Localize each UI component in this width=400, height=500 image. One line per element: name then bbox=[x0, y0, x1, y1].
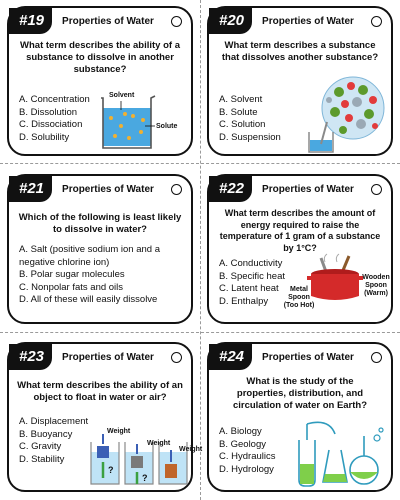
vertical-cut-line bbox=[200, 0, 201, 500]
wooden-spoon-label: Wooden Spoon (Warm) bbox=[362, 274, 390, 297]
card-title: Properties of Water bbox=[262, 15, 354, 27]
option-d: D. Suspension bbox=[219, 131, 281, 143]
question-text: Which of the following is least likely to dissolve in water? bbox=[18, 212, 182, 235]
card-header bbox=[9, 176, 191, 202]
beaker-icon bbox=[99, 92, 167, 150]
card-number: #22 bbox=[209, 176, 252, 202]
card-header bbox=[209, 8, 391, 34]
card-title: Properties of Water bbox=[262, 183, 354, 195]
card-header bbox=[209, 344, 391, 370]
card-header bbox=[9, 8, 191, 34]
option-b: B. Dissolution bbox=[19, 106, 78, 118]
punch-hole-icon bbox=[371, 352, 382, 363]
question-text: What term describes the ability of an object to float in water or air? bbox=[17, 380, 183, 403]
card-number: #19 bbox=[9, 8, 52, 34]
punch-hole-icon bbox=[171, 184, 182, 195]
question-text: What term describes a substance that dissolves another substance? bbox=[221, 40, 379, 63]
option-d: D. Hydrology bbox=[219, 463, 274, 475]
option-d: D. All of these will easily dissolve bbox=[19, 294, 158, 305]
option-a: A. Conductivity bbox=[219, 258, 283, 269]
punch-hole-icon bbox=[171, 16, 182, 27]
option-b: B. Specific heat bbox=[219, 270, 286, 282]
option-c: C. Latent heat bbox=[219, 283, 279, 294]
option-a: A. Concentration bbox=[19, 94, 90, 105]
weight-label: Weight bbox=[179, 446, 203, 453]
option-c: C. Dissociation bbox=[19, 119, 83, 130]
lab-glassware-icon bbox=[289, 420, 389, 490]
card-title: Properties of Water bbox=[62, 351, 154, 363]
option-d: D. Stability bbox=[19, 453, 65, 465]
answer-options bbox=[19, 416, 88, 466]
option-a: A. Solvent bbox=[219, 94, 263, 105]
card-title: Properties of Water bbox=[262, 351, 354, 363]
molecule-globe-icon bbox=[287, 74, 387, 156]
buoyancy-tanks-icon bbox=[87, 428, 189, 490]
task-card-21 bbox=[7, 174, 193, 324]
weight-label: Weight bbox=[107, 428, 131, 435]
option-c: C. Gravity bbox=[19, 441, 62, 452]
weight-label: Weight bbox=[147, 440, 171, 447]
question-mark-label: ? bbox=[142, 473, 148, 483]
punch-hole-icon bbox=[371, 184, 382, 195]
card-number: #24 bbox=[209, 344, 252, 370]
option-c: C. Solution bbox=[219, 119, 266, 130]
punch-hole-icon bbox=[171, 352, 182, 363]
question-text: What term describes the ability of a substance to dissolve in another substance? bbox=[20, 40, 180, 75]
option-b: B. Polar sugar molecules bbox=[19, 269, 125, 280]
solute-label: Solute bbox=[156, 123, 178, 130]
answer-options bbox=[219, 94, 281, 144]
option-a: A. Salt (positive sodium ion and a negative chlorine ion) bbox=[19, 244, 160, 268]
option-c: C. Nonpolar fats and oils bbox=[19, 281, 124, 293]
solvent-label: Solvent bbox=[109, 92, 135, 99]
answer-options bbox=[19, 94, 90, 144]
card-number: #21 bbox=[9, 176, 52, 202]
option-d: D. Solubility bbox=[19, 131, 70, 143]
task-card-24 bbox=[207, 342, 393, 492]
horizontal-cut-line bbox=[0, 332, 400, 333]
task-card-20 bbox=[207, 6, 393, 156]
punch-hole-icon bbox=[371, 16, 382, 27]
card-number: #20 bbox=[209, 8, 252, 34]
question-text: What is the study of the properties, distribution, and circulation of water on Earth? bbox=[232, 376, 368, 411]
option-b: B. Buoyancy bbox=[19, 428, 73, 440]
option-b: B. Geology bbox=[219, 438, 266, 450]
card-number: #23 bbox=[9, 344, 52, 370]
task-card-19 bbox=[7, 6, 193, 156]
answer-options bbox=[219, 258, 285, 308]
card-title: Properties of Water bbox=[62, 15, 154, 27]
option-a: A. Displacement bbox=[19, 416, 89, 427]
task-card-22 bbox=[207, 174, 393, 324]
answer-options bbox=[19, 244, 183, 307]
answer-options bbox=[219, 426, 276, 476]
metal-spoon-label: Metal Spoon (Too Hot) bbox=[283, 286, 315, 309]
card-header bbox=[209, 176, 391, 202]
question-mark-label: ? bbox=[108, 465, 114, 475]
card-title: Properties of Water bbox=[62, 183, 154, 195]
option-a: A. Biology bbox=[219, 426, 262, 437]
option-d: D. Enthalpy bbox=[219, 295, 269, 307]
option-c: C. Hydraulics bbox=[219, 451, 276, 462]
option-b: B. Solute bbox=[219, 106, 258, 118]
horizontal-cut-line bbox=[0, 163, 400, 164]
question-text: What term describes the amount of energy required to raise the temperature of 1 gram of a substance by 1°C? bbox=[219, 208, 381, 253]
task-card-23 bbox=[7, 342, 203, 492]
card-header bbox=[9, 344, 191, 370]
